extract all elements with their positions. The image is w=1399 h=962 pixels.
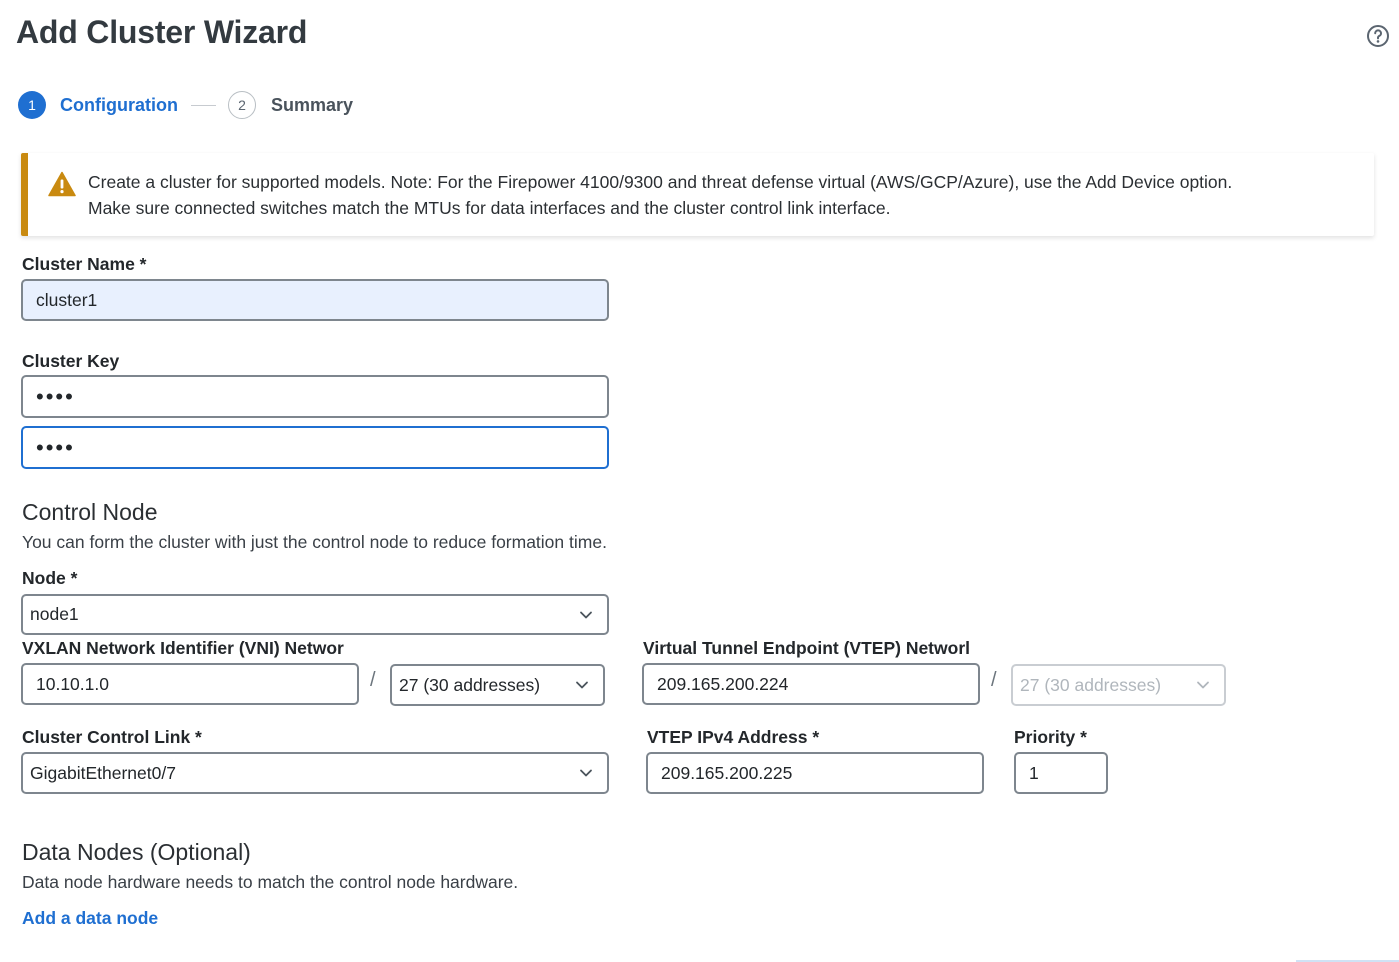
chevron-down-icon [1196,679,1210,691]
vtep-ip-label: VTEP IPv4 Address * [647,727,820,747]
chevron-down-icon [579,609,593,621]
cluster-name-label: Cluster Name * [22,254,147,274]
ccl-select[interactable] [21,752,609,794]
vtep-network-input[interactable] [642,663,980,705]
alert-text-line-1: Create a cluster for supported models. Note: For the Firepower 4100/9300 and threat defense virtual (AWS/GCP/Azure), use the Add Device option. [88,172,1233,192]
vtep-prefix-separator: / [991,669,997,691]
vtep-prefix-select [1011,664,1226,706]
vni-prefix-separator: / [370,669,376,691]
control-node-title: Control Node [22,499,158,525]
priority-label: Priority * [1014,727,1087,747]
stepper-connector [191,105,216,106]
step-1-indicator[interactable]: 1 [18,91,46,119]
warning-triangle-icon [48,171,76,197]
cluster-name-input[interactable] [21,279,609,321]
step-2-indicator[interactable]: 2 [228,91,256,119]
priority-input[interactable] [1014,752,1108,794]
page-title: Add Cluster Wizard [16,14,308,50]
cluster-key-confirm-input[interactable] [21,426,609,469]
info-alert [21,153,1374,236]
vtep-ip-input[interactable] [646,752,984,794]
control-node-description: You can form the cluster with just the control node to reduce formation time. [22,532,607,552]
vni-prefix-select[interactable] [390,664,605,706]
vni-network-label: VXLAN Network Identifier (VNI) Networ [22,638,344,658]
alert-text-line-2: Make sure connected switches match the MTUs for data interfaces and the cluster control link interface. [88,198,891,218]
help-circle-icon[interactable] [1366,24,1390,48]
node-select[interactable] [21,594,609,635]
cluster-key-label: Cluster Key [22,351,120,371]
ccl-select-value: GigabitEthernet0/7 [30,762,176,783]
vni-network-input[interactable] [21,663,359,705]
chevron-down-icon [575,679,589,691]
node-select-value: node1 [30,604,79,624]
step-summary-label[interactable]: Summary [271,95,354,115]
node-label: Node * [22,568,78,588]
step-configuration-label[interactable]: Configuration [60,95,178,115]
add-data-node-link[interactable]: Add a data node [22,908,159,928]
vtep-network-label: Virtual Tunnel Endpoint (VTEP) Networl [643,638,970,658]
data-nodes-description: Data node hardware needs to match the control node hardware. [22,872,519,892]
cluster-key-input[interactable] [21,375,609,418]
ccl-label: Cluster Control Link * [22,727,202,747]
chevron-down-icon [579,767,593,779]
data-nodes-title: Data Nodes (Optional) [22,839,251,865]
vtep-prefix-value: 27 (30 addresses) [1020,674,1162,695]
vni-prefix-value: 27 (30 addresses) [399,674,541,695]
